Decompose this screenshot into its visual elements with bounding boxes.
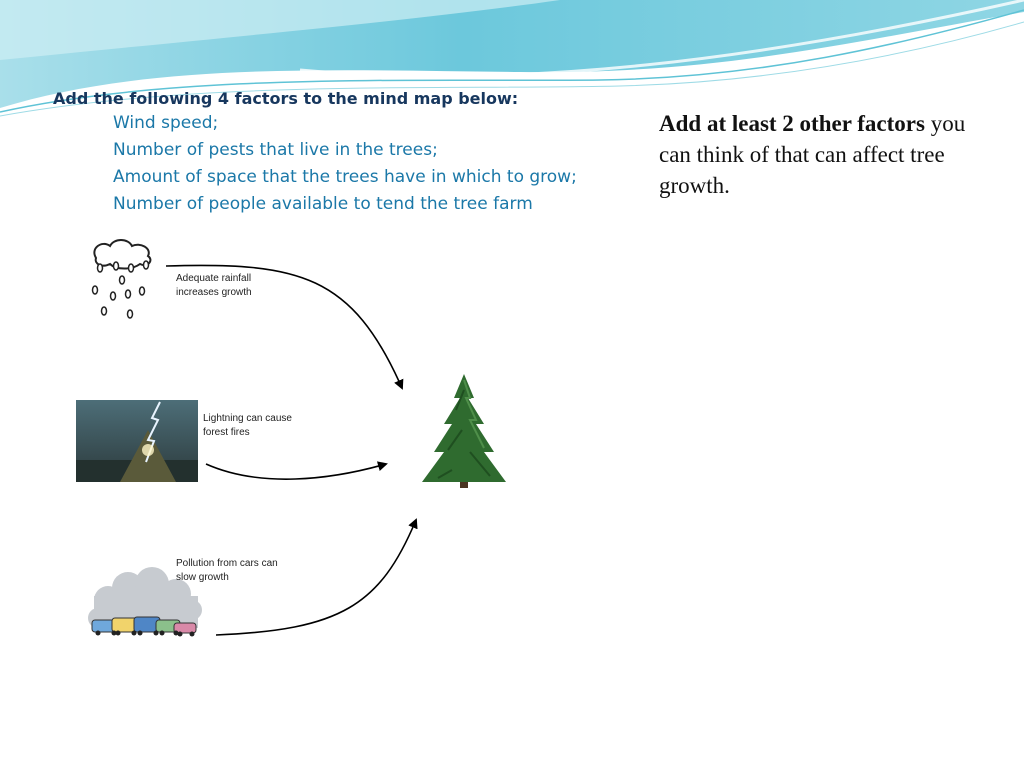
node-label-pollution: Pollution from cars can slow growth [176, 558, 278, 583]
arrow-lightning [206, 464, 386, 479]
node-label-rainfall: Adequate rainfall increases growth [176, 273, 252, 298]
node-label-lightning: Lightning can cause forest fires [203, 413, 292, 438]
rain-cloud-icon [93, 240, 151, 318]
pine-tree-icon [422, 374, 506, 488]
factor-item: Number of people available to tend the tree farm [113, 194, 533, 214]
lightning-icon [76, 400, 198, 482]
factor-item: Amount of space that the trees have in which to grow; [113, 167, 577, 187]
instructions-title: Add the following 4 factors to the mind map below: [53, 89, 519, 108]
side-note-rest: you can think of that can affect tree growth. [659, 111, 966, 198]
factor-item: Number of pests that live in the trees; [113, 140, 438, 160]
side-note-bold: Add at least 2 other factors [659, 111, 925, 136]
factor-item: Wind speed; [113, 113, 219, 133]
